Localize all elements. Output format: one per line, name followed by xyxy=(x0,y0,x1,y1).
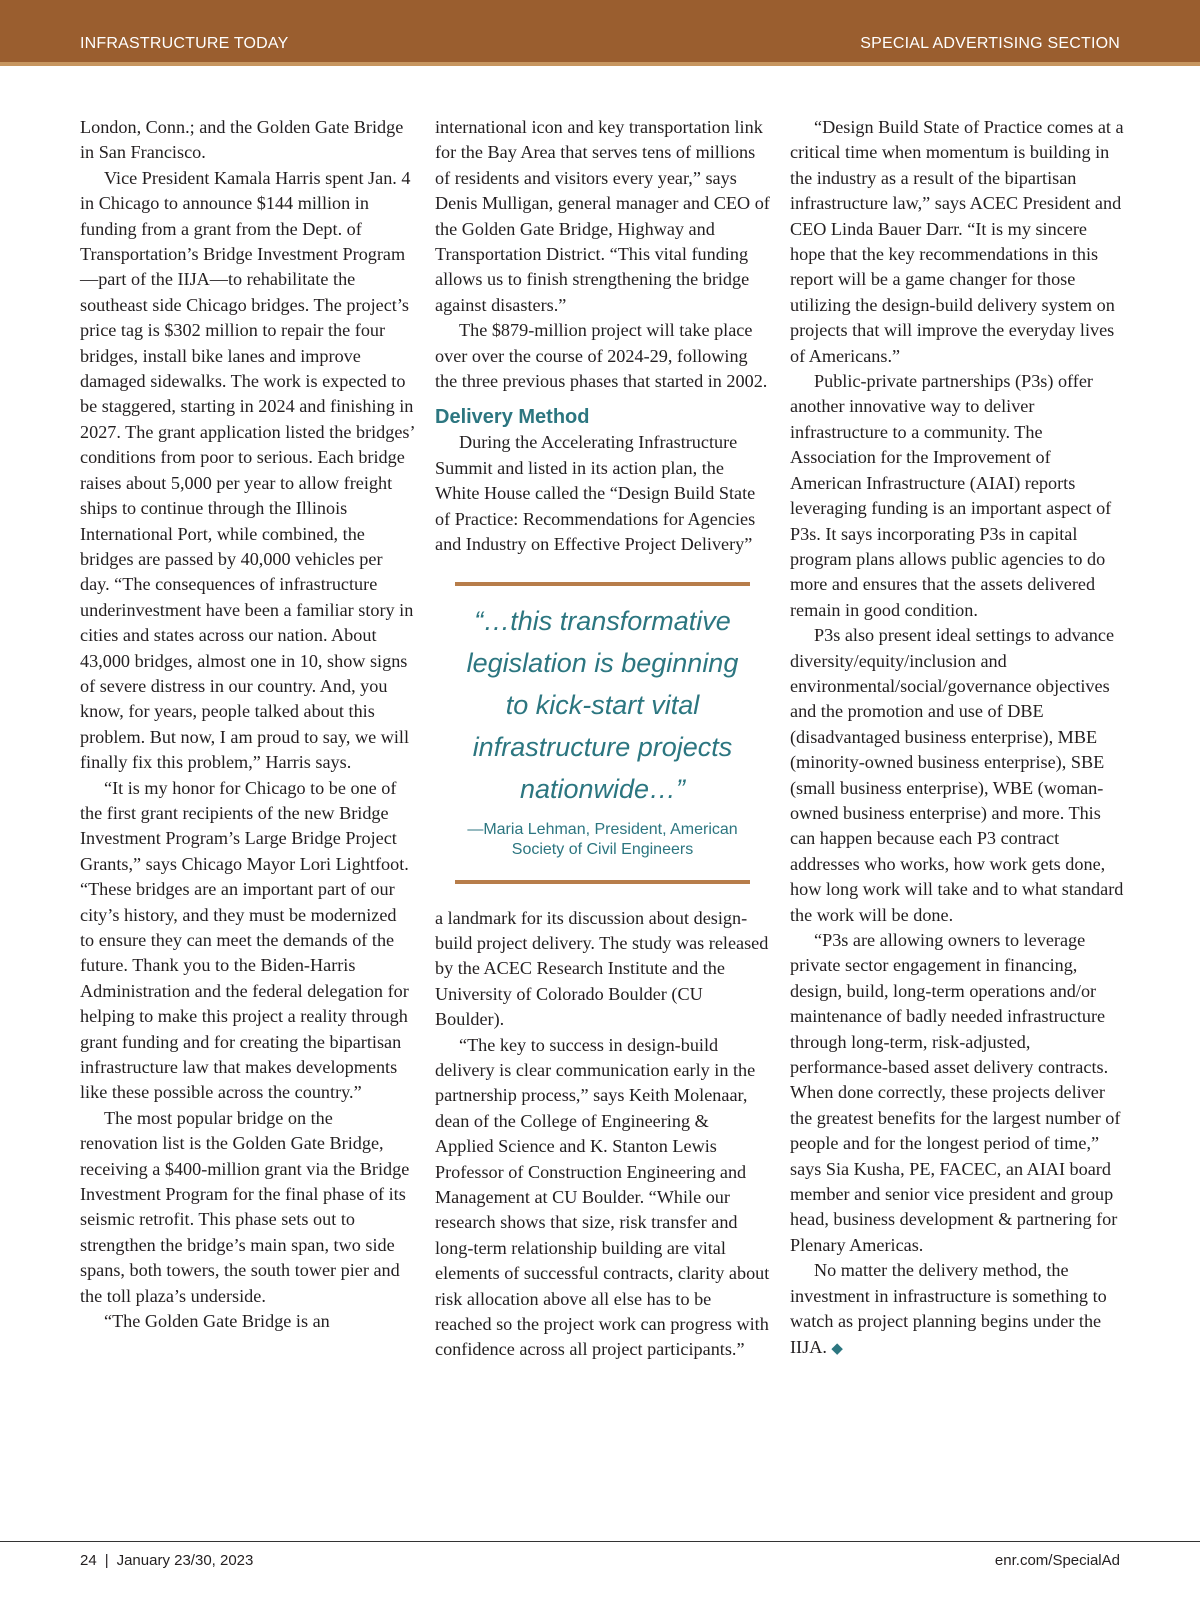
paragraph: a landmark for its discussion about design-build project delivery. The study was released by the ACEC Research Institute and the University of Colorado Boulder (CU Boulder). xyxy=(435,907,769,1030)
footer-left xyxy=(80,1552,253,1569)
article-column-2 xyxy=(435,115,770,1363)
pull-quote-attribution: —Maria Lehman, President, American Society of Civil Engineers xyxy=(467,820,738,858)
paragraph xyxy=(790,1258,1125,1362)
article-column-3 xyxy=(790,115,1125,1362)
pull-quote xyxy=(455,582,750,884)
header-bar xyxy=(0,0,1200,66)
issue-date: January 23/30, 2023 xyxy=(116,1552,254,1569)
paragraph: “The Golden Gate Bridge is an xyxy=(104,1311,330,1332)
paragraph: “Design Build State of Practice comes at a critical time when momentum is building in the industry as a result of the bipartisan infrastructure law,” says ACEC President and CEO Linda Bauer Darr. “It is my sincere hope that the key recommendations in this report will be a game changer for those utilizing the design-build delivery system on projects that will improve the everyday lives of Americans.” xyxy=(790,117,1124,366)
paragraph: Vice President Kamala Harris spent Jan. 4 in Chicago to announce $144 million in funding from a grant from the Dept. of Transportation’s Bridge Investment Program—part of the IIJA—to rehabilitate the southeast side Chicago bridges. The project’s price tag is $302 million to repair the four bridges, install bike lanes and improve damaged sidewalks. The work is expected to be staggered, starting in 2024 and finishing in 2027. The grant application listed the bridges’ conditions from poor to serious. Each bridge raises about 5,000 per year to allow freight ships to continue through the Illinois International Port, while combined, the bridges are passed by 40,000 vehicles per day. “The consequences of infrastructure underinvestment have been a familiar story in cities and states across our nation. About 43,000 bridges, almost one in 10, show signs of severe distress in our country. And, you know, for years, people talked about this problem. But now, I am proud to say, we will finally fix this problem,” Harris says. xyxy=(80,167,415,773)
paragraph: London, Conn.; and the Golden Gate Bridge in San Francisco. xyxy=(80,117,404,163)
publication-name: INFRASTRUCTURE TODAY xyxy=(80,35,289,52)
section-label: SPECIAL ADVERTISING SECTION xyxy=(860,35,1120,52)
paragraph: Public-private partnerships (P3s) offer another innovative way to deliver infrastructure to a community. The Association for the Improvement of American Infrastructure (AIAI) reports leveraging funding is an important aspect of P3s. It says incorporating P3s in capital program plans allows public agencies to do more and ensures that the assets delivered remain in good condition. xyxy=(790,371,1112,620)
paragraph: “The key to success in design-build delivery is clear communication early in the partnership process,” says Keith Molenaar, dean of the College of Engineering & Applied Science and K. Stanton Lewis Professor of Construction Engineering and Management at CU Boulder. “While our research shows that size, risk transfer and long-term relationship building are vital elements of successful contracts, clarity about risk allocation above all else has to be reached so the project work can progress with confidence across all project participants.” xyxy=(435,1034,770,1360)
footer-separator: | xyxy=(104,1552,109,1569)
paragraph: “It is my honor for Chicago to be one of the first grant recipients of the new Bridge Investment Program’s Large Bridge Project Grants,” says Chicago Mayor Lori Lightfoot. “These bridges are an important part of our city’s history, and they must be modernized to ensure they can meet the demands of the future. Thank you to the Biden-Harris Administration and the federal delegation for helping to make this project a reality through grant funding and for creating the bipartisan infrastructure law that makes developments like these possible across the country.” xyxy=(80,777,409,1103)
paragraph-text: No matter the delivery method, the investment in infrastructure is something to watch as project planning begins under the IIJA. xyxy=(790,1260,1107,1357)
section-subhead: Delivery Method xyxy=(435,406,590,429)
paragraph: The most popular bridge on the renovation list is the Golden Gate Bridge, receiving a $400-million grant via the Bridge Investment Program for the final phase of its seismic retrofit. This phase sets out to strengthen the bridge’s main span, two side spans, both towers, the south tower pier and the toll plaza’s underside. xyxy=(80,1107,410,1306)
paragraph: The $879-million project will take place over over the course of 2024-29, following the three previous phases that started in 2002. xyxy=(435,320,768,392)
article-column-1 xyxy=(80,115,415,1335)
footer-divider xyxy=(0,1541,1200,1542)
paragraph: P3s also present ideal settings to advance diversity/equity/inclusion and environmental/social/governance objectives and the promotion and use of DBE (disadvantaged business enterprise), MBE (minority-owned business enterprise), SBE (small business enterprise), WBE (woman-owned business enterprise) and more. This can happen because each P3 contract addresses who works, how work gets done, how long work will take and to what standard the work will be done. xyxy=(790,625,1124,925)
footer-url[interactable]: enr.com/SpecialAd xyxy=(994,1552,1120,1569)
paragraph: international icon and key transportation link for the Bay Area that serves tens of millions of residents and visitors every year,” says Denis Mulligan, general manager and CEO of the Golden Gate Bridge, Highway and Transportation District. “This vital funding allows us to finish strengthening the bridge against disasters.” xyxy=(435,117,770,315)
page-number: 24 xyxy=(80,1552,97,1569)
end-mark-icon: ◆ xyxy=(831,1340,843,1357)
pull-quote-text: “…this transformative legislation is beginning to kick-start vital infrastructure projects nationwide…” xyxy=(466,605,739,804)
paragraph: During the Accelerating Infrastructure Summit and listed in its action plan, the White House called the “Design Build State of Practice: Recommendations for Agencies and Industry on Effective Project Delivery” xyxy=(435,432,756,555)
paragraph: “P3s are allowing owners to leverage private sector engagement in financing, design, build, long-term operations and/or maintenance of badly needed infrastructure through long-term, risk-adjusted, performance-based asset delivery contracts. When done correctly, these projects deliver the greatest benefits for the largest number of people and for the longest period of time,” says Sia Kusha, PE, FACEC, an AIAI board member and senior vice president and group head, business development & partnering for Plenary Americas. xyxy=(790,930,1121,1255)
